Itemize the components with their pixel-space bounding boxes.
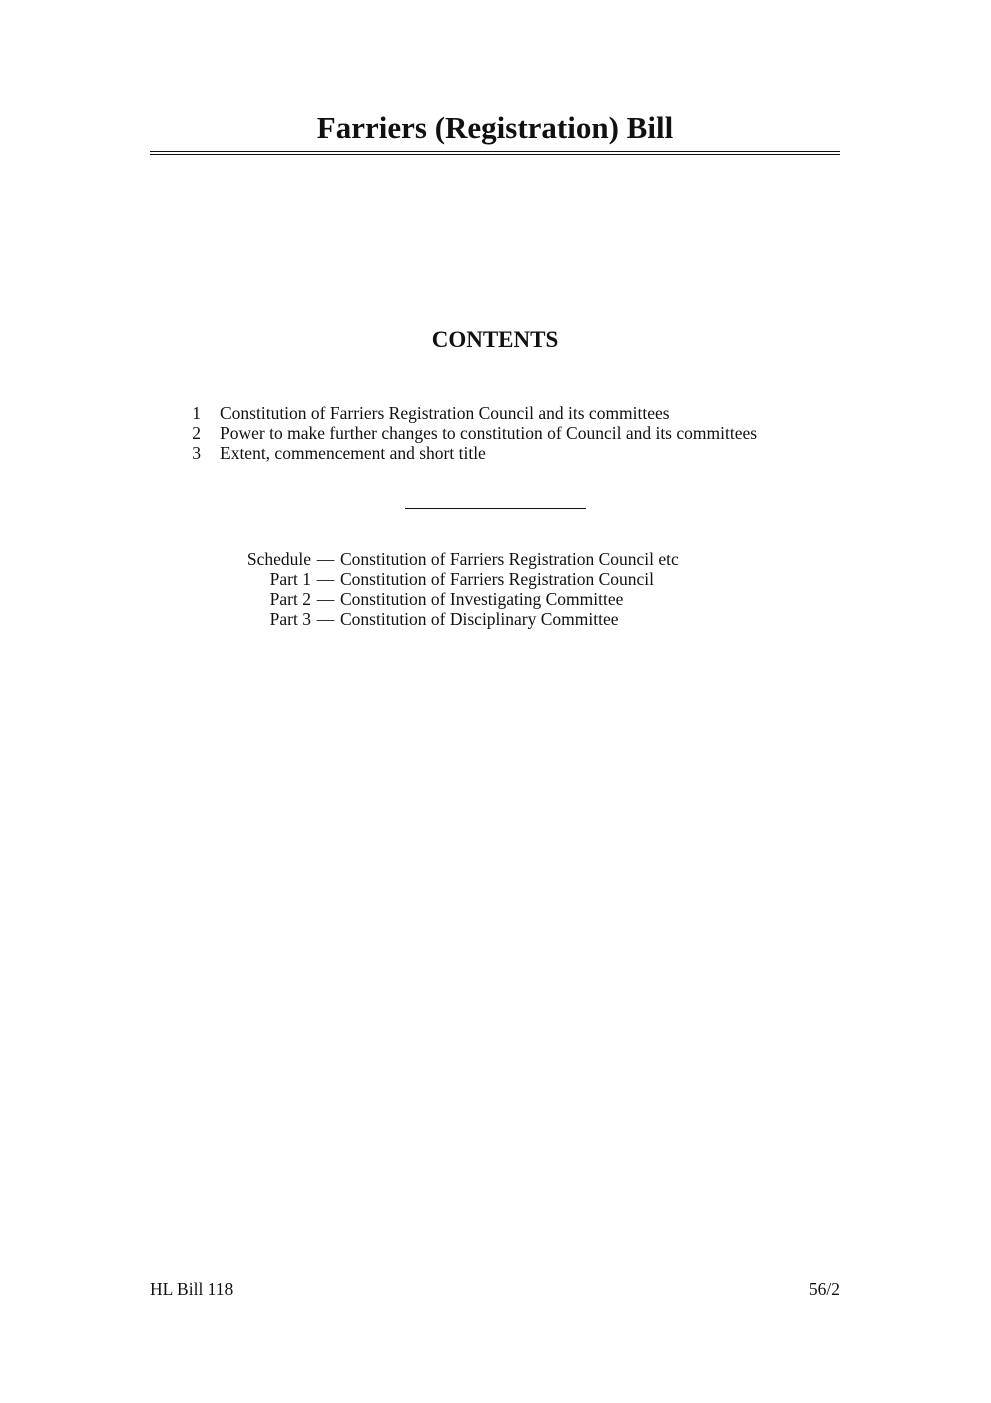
clause-list	[180, 403, 860, 463]
schedule-entry[interactable]	[220, 549, 840, 569]
schedule-label: Schedule	[246, 549, 311, 569]
schedule-title: Constitution of Disciplinary Committee	[340, 609, 619, 629]
clause-title: Power to make further changes to constitution of Council and its committees	[220, 423, 758, 443]
schedule-title: Constitution of Farriers Registration Council	[340, 569, 655, 589]
schedule-entry[interactable]	[220, 609, 840, 629]
schedule-title: Constitution of Farriers Registration Council etc	[340, 549, 679, 569]
bill-reference: HL Bill 118	[150, 1279, 234, 1299]
dash-separator: —	[316, 549, 335, 569]
contents-heading: CONTENTS	[431, 327, 559, 352]
schedule-entry[interactable]	[220, 589, 840, 609]
schedule-list	[220, 549, 840, 629]
dash-separator: —	[316, 589, 335, 609]
dash-separator: —	[316, 569, 335, 589]
session-reference: 56/2	[808, 1279, 840, 1299]
clause-number: 1	[192, 403, 201, 423]
clause-entry[interactable]	[180, 443, 860, 463]
title-double-rule	[150, 151, 840, 155]
section-divider	[405, 508, 586, 509]
clause-number: 2	[192, 423, 201, 443]
clause-entry[interactable]	[180, 423, 860, 443]
bill-title: Farriers (Registration) Bill	[316, 110, 674, 145]
schedule-title: Constitution of Investigating Committee	[340, 589, 624, 609]
clause-number: 3	[192, 443, 201, 463]
schedule-label: Part 3	[269, 609, 311, 629]
clause-title: Constitution of Farriers Registration Council and its committees	[220, 403, 670, 423]
schedule-label: Part 2	[269, 589, 311, 609]
dash-separator: —	[316, 609, 335, 629]
schedule-label: Part 1	[269, 569, 311, 589]
clause-entry[interactable]	[180, 403, 860, 423]
clause-title: Extent, commencement and short title	[220, 443, 486, 463]
schedule-entry[interactable]	[220, 569, 840, 589]
